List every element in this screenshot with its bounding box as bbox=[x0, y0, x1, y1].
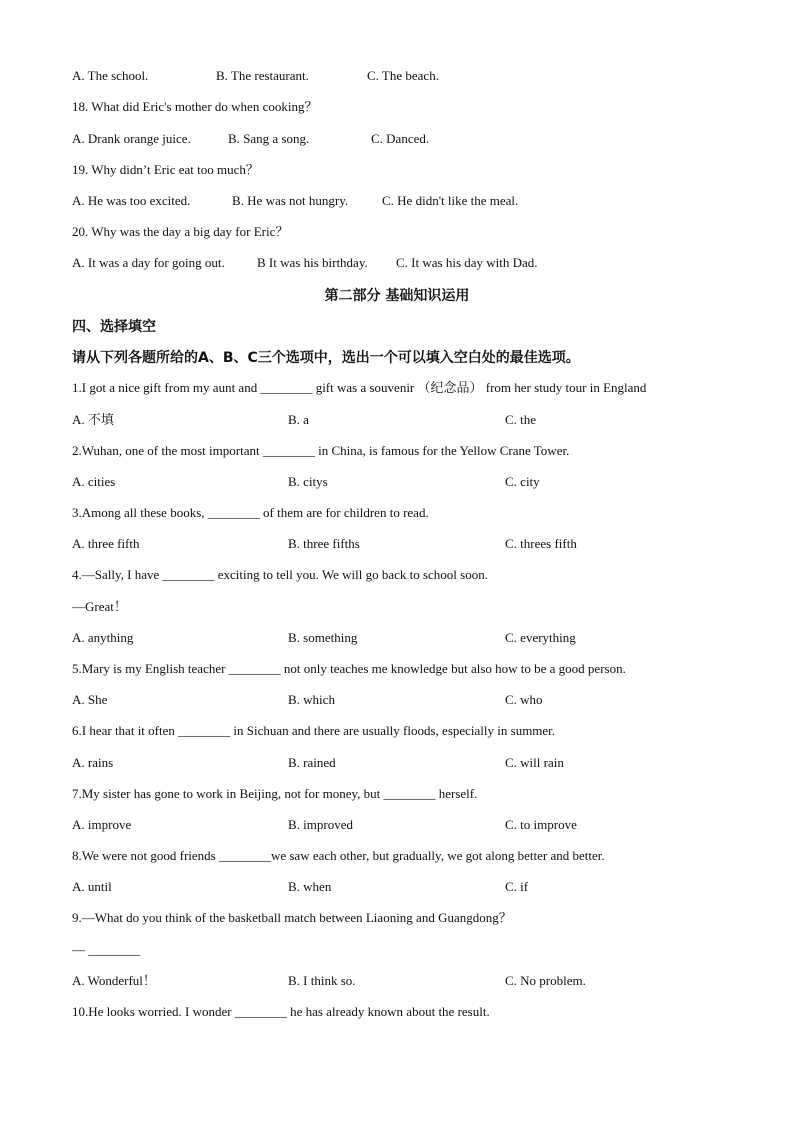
question-8-option-c: C. if bbox=[505, 879, 529, 894]
question-4-option-c: C. everything bbox=[505, 630, 576, 645]
q20-stem: 20. Why was the day a big day for Eric？ bbox=[72, 224, 289, 239]
question-9-reply: — ________ bbox=[72, 942, 141, 957]
question-7-stem: 7.My sister has gone to work in Beijing, not for money, but ________ herself. bbox=[72, 786, 478, 801]
question-8-option-a: A. until bbox=[72, 879, 112, 894]
question-10-stem: 10.He looks worried. I wonder ________ he has already known about the result. bbox=[72, 1004, 490, 1019]
question-9-option-a: A. Wonderful！ bbox=[72, 973, 156, 988]
question-3-option-c: C. threes fifth bbox=[505, 536, 577, 551]
question-1-stem: 1.I got a nice gift from my aunt and ________ gift was a souvenir （纪念品） from her study tour in England bbox=[72, 380, 647, 395]
q20-option-a: A. It was a day for going out. bbox=[72, 255, 225, 270]
question-1-option-c: C. the bbox=[505, 412, 537, 427]
question-5-option-b: B. which bbox=[288, 692, 335, 707]
question-6-option-b: B. rained bbox=[288, 755, 336, 770]
q18-option-a: A. Drank orange juice. bbox=[72, 131, 191, 146]
question-1-option-b: B. a bbox=[288, 412, 309, 427]
question-4-reply: —Great！ bbox=[72, 599, 127, 614]
question-8-option-b: B. when bbox=[288, 879, 332, 894]
question-4-stem: 4.—Sally, I have ________ exciting to tell you. We will go back to school soon. bbox=[72, 567, 488, 582]
question-6-stem: 6.I hear that it often ________ in Sichuan and there are usually floods, especially in summer. bbox=[72, 723, 556, 738]
question-5-option-c: C. who bbox=[505, 692, 543, 707]
question-2-option-b: B. citys bbox=[288, 474, 328, 489]
q20-option-b: B It was his birthday. bbox=[257, 255, 368, 270]
part-two-title: 第二部分 基础知识运用 bbox=[324, 288, 470, 304]
question-5-option-a: A. She bbox=[72, 692, 108, 707]
q20-option-c: C. It was his day with Dad. bbox=[396, 255, 538, 270]
section-four-instruction: 请从下列各题所给的A、B、C三个选项中，选出一个可以填入空白处的最佳选项。 bbox=[72, 350, 580, 366]
question-6-option-c: C. will rain bbox=[505, 755, 564, 770]
question-2-stem: 2.Wuhan, one of the most important ________ in China, is famous for the Yellow Crane Tower. bbox=[72, 443, 570, 458]
q18-stem: 18. What did Eric's mother do when cooking？ bbox=[72, 99, 318, 114]
question-3-option-b: B. three fifths bbox=[288, 536, 360, 551]
q17-option-b: B. The restaurant. bbox=[216, 68, 309, 83]
q18-option-c: C. Danced. bbox=[371, 131, 430, 146]
question-3-option-a: A. three fifth bbox=[72, 536, 140, 551]
question-9-option-c: C. No problem. bbox=[505, 973, 586, 988]
question-1-option-a: A. 不填 bbox=[72, 412, 114, 427]
q19-option-c: C. He didn't like the meal. bbox=[382, 193, 519, 208]
q19-stem: 19. Why didn’t Eric eat too much？ bbox=[72, 162, 259, 177]
question-3-stem: 3.Among all these books, ________ of them are for children to read. bbox=[72, 505, 429, 520]
q19-option-a: A. He was too excited. bbox=[72, 193, 191, 208]
question-7-option-b: B. improved bbox=[288, 817, 353, 832]
q19-option-b: B. He was not hungry. bbox=[232, 193, 349, 208]
q18-option-b: B. Sang a song. bbox=[228, 131, 310, 146]
section-four-title: 四、选择填空 bbox=[72, 319, 156, 335]
question-7-option-a: A. improve bbox=[72, 817, 132, 832]
question-9-stem: 9.—What do you think of the basketball match between Liaoning and Guangdong？ bbox=[72, 910, 512, 925]
question-5-stem: 5.Mary is my English teacher ________ not only teaches me knowledge but also how to be a good person. bbox=[72, 661, 626, 676]
question-7-option-c: C. to improve bbox=[505, 817, 577, 832]
question-8-stem: 8.We were not good friends ________we saw each other, but gradually, we got along better and better. bbox=[72, 848, 605, 863]
q17-option-a: A. The school. bbox=[72, 68, 149, 83]
question-9-option-b: B. I think so. bbox=[288, 973, 356, 988]
question-6-option-a: A. rains bbox=[72, 755, 114, 770]
question-2-option-a: A. cities bbox=[72, 474, 116, 489]
question-2-option-c: C. city bbox=[505, 474, 540, 489]
question-4-option-b: B. something bbox=[288, 630, 358, 645]
q17-option-c: C. The beach. bbox=[367, 68, 439, 83]
question-4-option-a: A. anything bbox=[72, 630, 134, 645]
